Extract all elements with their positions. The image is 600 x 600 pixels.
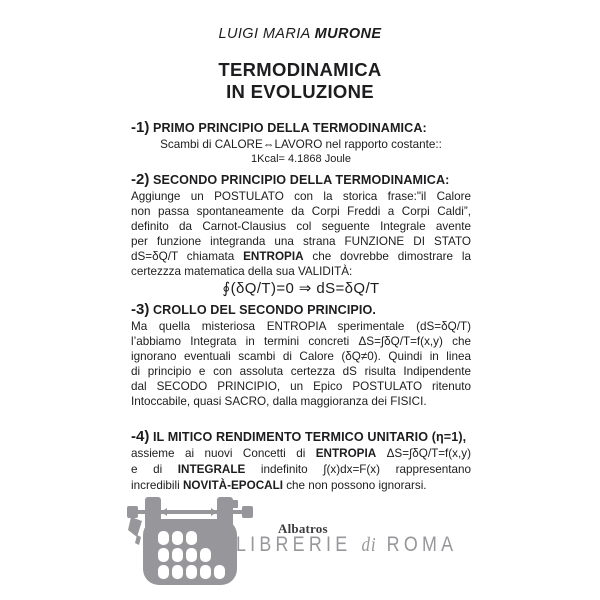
text-line: 1Kcal= 4.1868 Joule	[251, 153, 351, 165]
section	[131, 119, 471, 167]
cover-text	[131, 119, 471, 494]
text-line: l’abbiamo Integrata in termini concreti ΔS=∫δQ/T=f(x,y) che	[131, 335, 471, 348]
text-line: Intoccabile, quasi SACRO, dalla maggioranza dei FISICI.	[131, 395, 427, 408]
section-number: -4)	[131, 428, 150, 445]
albatros-publisher-logo: Albatros	[278, 521, 328, 536]
section-heading: -1) PRIMO PRINCIPIO DELLA TERMODINAMICA:	[131, 119, 427, 136]
text-line: di principio e con assoluta certezza dS risulta Indipendente	[131, 365, 471, 378]
book-title	[0, 59, 600, 103]
section-number: -3)	[131, 301, 150, 318]
watermark-word-roma: ROMA	[386, 533, 458, 556]
author-prefix: LUIGI MARIA	[218, 26, 315, 42]
formula-line: ∮(δQ/T)=0 ⇒ dS=δQ/T	[222, 280, 380, 297]
text-line: non passa spontaneamente da Corpi Freddi a Corpi Caldi”,	[131, 205, 471, 218]
section-heading: -4) IL MITICO RENDIMENTO TERMICO UNITARIO (η=1),	[131, 428, 467, 445]
text-line: e di INTEGRALE indefinito ∫(x)dx=F(x) rappresentano	[131, 463, 472, 476]
author-surname: MURONE	[314, 26, 382, 42]
text-line: incredibili NOVITÀ-EPOCALI che non possono ignorarsi.	[131, 479, 427, 492]
text-line: dS=δQ/T chiamata ENTROPIA che dovrebbe dimostrare la	[131, 250, 472, 263]
section	[131, 428, 471, 494]
section-heading: -2) SECONDO PRINCIPIO DELLA TERMODINAMICA:	[131, 171, 450, 188]
text-line: Aggiunge un POSTULATO con la storica frase:"il Calore	[131, 190, 471, 203]
author-line	[0, 26, 600, 42]
text-line: ignorano eventuali scambi di Calore (δQ≠0). Quindi in linea	[131, 350, 471, 363]
librerie-di-roma-watermark	[236, 534, 457, 555]
section-number: -1)	[131, 119, 150, 136]
text-line: dal SECODO PRINCIPIO, un Epico POSTULATO ritenuto	[131, 380, 471, 393]
text-line: Scambi di CALORE⇔LAVORO nel rapporto costante::	[160, 138, 442, 151]
section	[131, 171, 471, 299]
title-line-2: IN EVOLUZIONE	[226, 81, 374, 102]
section-heading: -3) CROLLO DEL SECONDO PRINCIPIO.	[131, 301, 377, 318]
text-line: per funzione integranda una strana FUNZIONE DI STATO	[131, 235, 471, 248]
text-line: Ma quella misteriosa ENTROPIA sperimentale (dS=δQ/T)	[131, 320, 471, 333]
text-line: assieme ai nuovi Concetti di ENTROPIA ΔS=∫δQ/T=f(x,y)	[131, 447, 472, 460]
watermark-word-di: di	[361, 534, 377, 556]
section	[131, 301, 471, 409]
text-line: certezzza matematica della sua VALIDITÀ:	[131, 265, 353, 278]
title-line-1: TERMODINAMICA	[218, 59, 382, 80]
section-number: -2)	[131, 171, 150, 188]
text-line: definito da Carnot-Clausius col seguente Integrale avente	[131, 220, 471, 233]
watermark-word-librerie: LIBRERIE	[236, 533, 352, 556]
